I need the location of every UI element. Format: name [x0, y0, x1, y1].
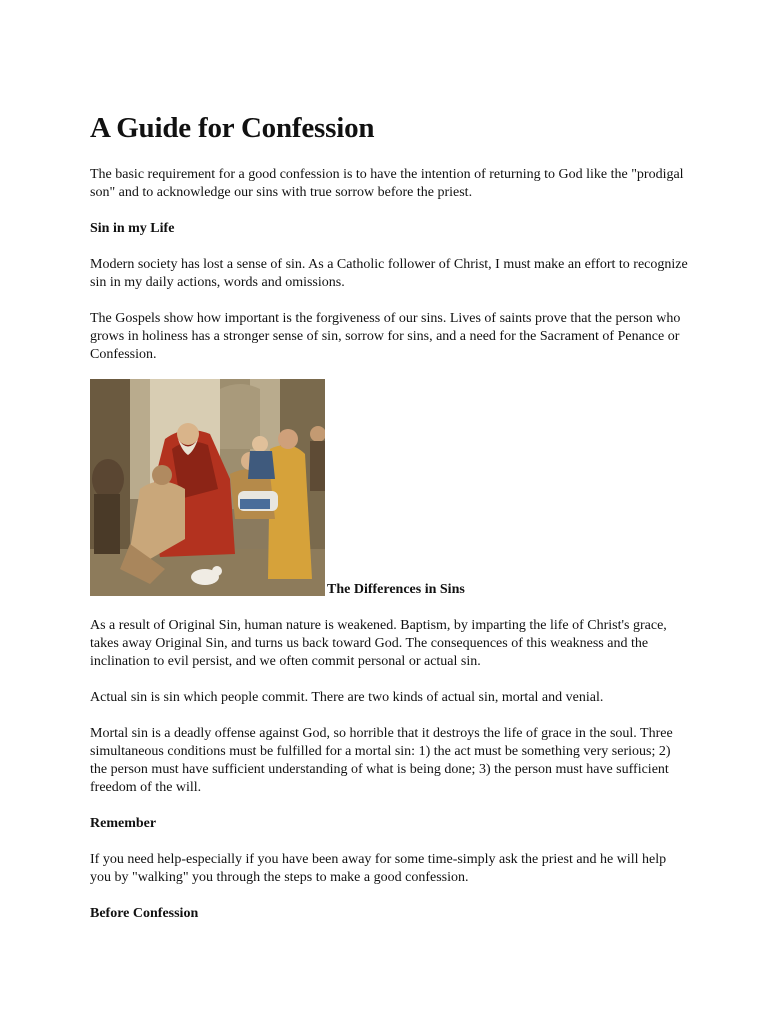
- section-heading-differences: The Differences in Sins: [327, 582, 465, 597]
- intro-paragraph: The basic requirement for a good confession is to have the intention of returning to God like the "prodigal son" and to acknowledge our sins with true sorrow before the priest.: [90, 167, 684, 200]
- section-heading-remember: Remember: [90, 816, 157, 831]
- prodigal-son-painting-image: [90, 379, 325, 596]
- section-heading-before-confession: Before Confession: [90, 906, 199, 921]
- paragraph-actual-sin: Actual sin is sin which people commit. There are two kinds of actual sin, mortal and venial.: [90, 690, 604, 705]
- document-title: A Guide for Confession: [90, 112, 375, 144]
- paragraph-remember: If you need help-especially if you have been away for some time-simply ask the priest and he will help you by "walking" you through the steps to make a good confession.: [90, 852, 667, 885]
- paragraph-gospels: The Gospels show how important is the forgiveness of our sins. Lives of saints prove that the person who grows in holiness has a stronger sense of sin, sorrow for sins, and a need for the Sacrament of Penance or Confession.: [90, 311, 681, 362]
- paragraph-modern-society: Modern society has lost a sense of sin. As a Catholic follower of Christ, I must make an effort to recognize sin in my daily actions, words and omissions.: [90, 257, 688, 290]
- section-heading-sin-in-life: Sin in my Life: [90, 221, 175, 236]
- paragraph-mortal-sin: Mortal sin is a deadly offense against God, so horrible that it destroys the life of grace in the soul. Three simultaneous conditions must be fulfilled for a mortal sin: 1) the act must be something very serious; 2) the person must have sufficient understanding of what is being done; 3) the person must have sufficient freedom of the will.: [90, 726, 673, 795]
- paragraph-original-sin: As a result of Original Sin, human nature is weakened. Baptism, by imparting the life of Christ's grace, takes away Original Sin, and turns us back toward God. The consequences of this weakness and the inclination to evil persist, and we often commit personal or actual sin.: [90, 618, 667, 669]
